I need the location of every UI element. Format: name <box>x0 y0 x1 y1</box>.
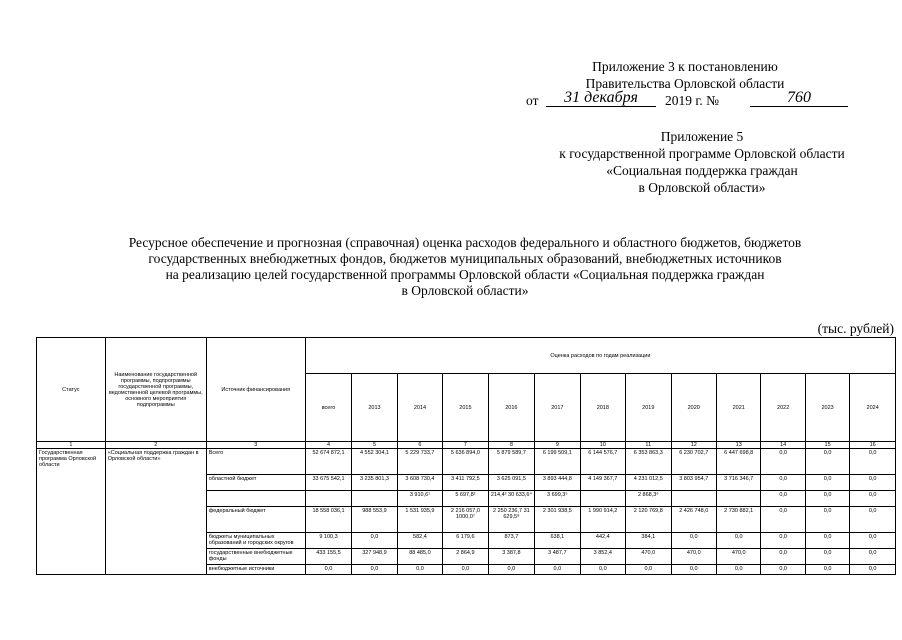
header-year: 2022 <box>761 374 805 442</box>
value-cell <box>580 491 625 507</box>
document-title <box>60 235 870 299</box>
value-cell: 0,0 <box>761 475 805 491</box>
header-year: 2019 <box>626 374 671 442</box>
value-cell: 0,0 <box>850 507 896 533</box>
value-cell: 470,0 <box>716 549 760 565</box>
appendix-3-line1: Приложение 3 к постановлению <box>592 59 778 74</box>
value-cell: 0,0 <box>716 565 760 575</box>
funding-source-cell: Всего <box>206 449 305 475</box>
value-cell: 0,0 <box>488 565 534 575</box>
value-cell: 873,7 <box>488 533 534 549</box>
value-cell: 6 353 863,3 <box>626 449 671 475</box>
appendix-5-line2: к государственной программе Орловской области <box>559 146 845 161</box>
value-cell: 0,0 <box>716 533 760 549</box>
value-cell: 6 144 576,7 <box>580 449 625 475</box>
value-cell: 0,0 <box>805 507 849 533</box>
value-cell: 0,0 <box>850 449 896 475</box>
header-total: всего <box>305 374 351 442</box>
title-line3: на реализацию целей государственной программы Орловской области «Социальная поддержка граждан <box>165 267 765 282</box>
value-cell: 470,0 <box>626 549 671 565</box>
column-index: 6 <box>397 442 442 449</box>
value-cell: 4 231 012,5 <box>626 475 671 491</box>
value-cell: 0,0 <box>805 533 849 549</box>
header-year: 2014 <box>397 374 442 442</box>
value-cell: 0,0 <box>805 491 849 507</box>
funding-source-cell: внебюджетные источники <box>206 565 305 575</box>
title-line2: государственных внебюджетных фондов, бюджетов муниципальных образований, внебюджетных источников <box>148 251 782 266</box>
value-cell: 0,0 <box>805 475 849 491</box>
funding-source-cell: областной бюджет <box>206 475 305 491</box>
value-cell: 433 155,5 <box>305 549 351 565</box>
header-year: 2016 <box>488 374 534 442</box>
value-cell: 5 697,8² <box>443 491 488 507</box>
appendix-5-line4: в Орловской области» <box>638 180 766 195</box>
value-cell: 0,0 <box>850 549 896 565</box>
value-cell: 3 625 091,5 <box>488 475 534 491</box>
funding-source-cell <box>206 491 305 507</box>
value-cell: 3 893 444,8 <box>535 475 580 491</box>
value-cell: 0,0 <box>671 533 716 549</box>
value-cell: 33 675 542,1 <box>305 475 351 491</box>
value-cell: 0,0 <box>761 549 805 565</box>
value-cell: 638,1 <box>535 533 580 549</box>
header-status: Статус <box>37 338 106 442</box>
value-cell: 214,4³ 30 633,6⁴ <box>488 491 534 507</box>
value-cell: 0,0 <box>850 533 896 549</box>
value-cell: 3 699,3⁵ <box>535 491 580 507</box>
value-cell: 0,0 <box>850 491 896 507</box>
column-index: 15 <box>805 442 849 449</box>
value-cell: 1 531 935,9 <box>397 507 442 533</box>
value-cell: 5 879 589,7 <box>488 449 534 475</box>
value-cell: 3 387,8 <box>488 549 534 565</box>
value-cell: 0,0 <box>761 491 805 507</box>
value-cell <box>716 491 760 507</box>
header-year: 2020 <box>671 374 716 442</box>
value-cell: 384,1 <box>626 533 671 549</box>
value-cell: 0,0 <box>805 565 849 575</box>
column-index: 12 <box>671 442 716 449</box>
column-index: 1 <box>37 442 106 449</box>
budget-table <box>36 337 896 575</box>
date-prefix: от <box>526 93 539 108</box>
program-name-cell: «Социальная поддержка граждан в Орловской области» <box>105 449 206 575</box>
value-cell: 3 608 730,4 <box>397 475 442 491</box>
handwritten-number: 760 <box>750 89 848 107</box>
funding-source-cell: бюджеты муниципальных образований и городских округов <box>206 533 305 549</box>
value-cell: 0,0 <box>535 565 580 575</box>
column-index: 13 <box>716 442 760 449</box>
value-cell: 0,0 <box>761 507 805 533</box>
value-cell: 3 411 792,5 <box>443 475 488 491</box>
value-cell: 0,0 <box>443 565 488 575</box>
column-index: 7 <box>443 442 488 449</box>
value-cell: 582,4 <box>397 533 442 549</box>
value-cell: 0,0 <box>352 565 397 575</box>
funding-source-cell: государственные внебюджетные фонды <box>206 549 305 565</box>
value-cell: 2 864,9 <box>443 549 488 565</box>
handwritten-date: 31 декабря <box>546 89 656 107</box>
value-cell <box>671 491 716 507</box>
value-cell: 3 716 346,7 <box>716 475 760 491</box>
value-cell: 6 179,6 <box>443 533 488 549</box>
header-name: Наименование государственной программы, подпрограммы государственной программы, ведомственной целевой программы, основного мероприятия подпрограммы <box>105 338 206 442</box>
appendix-3-line2: Правительства Орловской области <box>585 76 785 91</box>
title-line4: в Орловской области» <box>401 283 529 298</box>
value-cell: 0,0 <box>305 565 351 575</box>
value-cell: 0,0 <box>761 533 805 549</box>
value-cell: 0,0 <box>805 449 849 475</box>
value-cell: 3 910,6¹ <box>397 491 442 507</box>
value-cell: 5 636 894,0 <box>443 449 488 475</box>
value-cell: 2 250 236,7 31 629,5⁸ <box>488 507 534 533</box>
title-line1: Ресурсное обеспечение и прогнозная (справочная) оценка расходов федерального и областного бюджетов, бюджетов <box>128 235 802 250</box>
value-cell: 470,0 <box>671 549 716 565</box>
table-row <box>37 449 896 475</box>
value-cell: 2 730 882,1 <box>716 507 760 533</box>
value-cell: 18 558 036,1 <box>305 507 351 533</box>
value-cell: 327 948,9 <box>352 549 397 565</box>
header-year: 2013 <box>352 374 397 442</box>
value-cell <box>305 491 351 507</box>
column-index: 8 <box>488 442 534 449</box>
appendix-5-line3: «Социальная поддержка граждан <box>606 163 798 178</box>
value-cell: 2 120 769,8 <box>626 507 671 533</box>
value-cell: 0,0 <box>805 549 849 565</box>
value-cell <box>352 491 397 507</box>
value-cell: 0,0 <box>761 565 805 575</box>
value-cell: 2 216 057,0 1000,0⁷ <box>443 507 488 533</box>
column-index: 9 <box>535 442 580 449</box>
value-cell: 3 852,4 <box>580 549 625 565</box>
status-cell: Государственная программа Орловской области <box>37 449 106 575</box>
header-year: 2024 <box>850 374 896 442</box>
value-cell: 3 235 801,3 <box>352 475 397 491</box>
header-year: 2023 <box>805 374 849 442</box>
value-cell: 988 553,9 <box>352 507 397 533</box>
units-label: (тыс. рублей) <box>817 321 894 336</box>
value-cell: 0,0 <box>580 565 625 575</box>
column-index: 10 <box>580 442 625 449</box>
header-source: Источник финансирования <box>206 338 305 442</box>
value-cell: 3 803 954,7 <box>671 475 716 491</box>
column-index: 4 <box>305 442 351 449</box>
value-cell: 3 487,7 <box>535 549 580 565</box>
appendix-5-line1: Приложение 5 <box>660 129 744 144</box>
column-index: 16 <box>850 442 896 449</box>
value-cell: 0,0 <box>761 449 805 475</box>
decree-year: 2019 г. № <box>665 93 720 108</box>
value-cell: 442,4 <box>580 533 625 549</box>
appendix-5-header <box>512 128 892 196</box>
value-cell: 6 199 509,1 <box>535 449 580 475</box>
header-year: 2017 <box>535 374 580 442</box>
column-index: 3 <box>206 442 305 449</box>
header-estimate: Оценка расходов по годам реализации <box>305 338 895 374</box>
value-cell: 0,0 <box>397 565 442 575</box>
header-year: 2021 <box>716 374 760 442</box>
value-cell: 88 485,0 <box>397 549 442 565</box>
value-cell: 4 552 304,1 <box>352 449 397 475</box>
value-cell: 4 149 367,7 <box>580 475 625 491</box>
value-cell: 6 230 702,7 <box>671 449 716 475</box>
value-cell: 0,0 <box>671 565 716 575</box>
value-cell: 2 868,3⁶ <box>626 491 671 507</box>
funding-source-cell: федеральный бюджет <box>206 507 305 533</box>
value-cell: 5 229 733,7 <box>397 449 442 475</box>
value-cell: 0,0 <box>850 565 896 575</box>
value-cell: 0,0 <box>352 533 397 549</box>
decree-date-line <box>520 89 850 110</box>
value-cell: 2 426 748,0 <box>671 507 716 533</box>
value-cell: 2 301 938,5 <box>535 507 580 533</box>
value-cell: 0,0 <box>850 475 896 491</box>
column-index: 14 <box>761 442 805 449</box>
value-cell: 52 674 872,1 <box>305 449 351 475</box>
column-index-row <box>37 442 896 449</box>
appendix-3-header <box>520 58 850 110</box>
column-index: 11 <box>626 442 671 449</box>
column-index: 5 <box>352 442 397 449</box>
header-year: 2018 <box>580 374 625 442</box>
header-year: 2015 <box>443 374 488 442</box>
value-cell: 6 447 698,8 <box>716 449 760 475</box>
value-cell: 0,0 <box>626 565 671 575</box>
column-index: 2 <box>105 442 206 449</box>
value-cell: 9 100,3 <box>305 533 351 549</box>
value-cell: 1 990 914,2 <box>580 507 625 533</box>
